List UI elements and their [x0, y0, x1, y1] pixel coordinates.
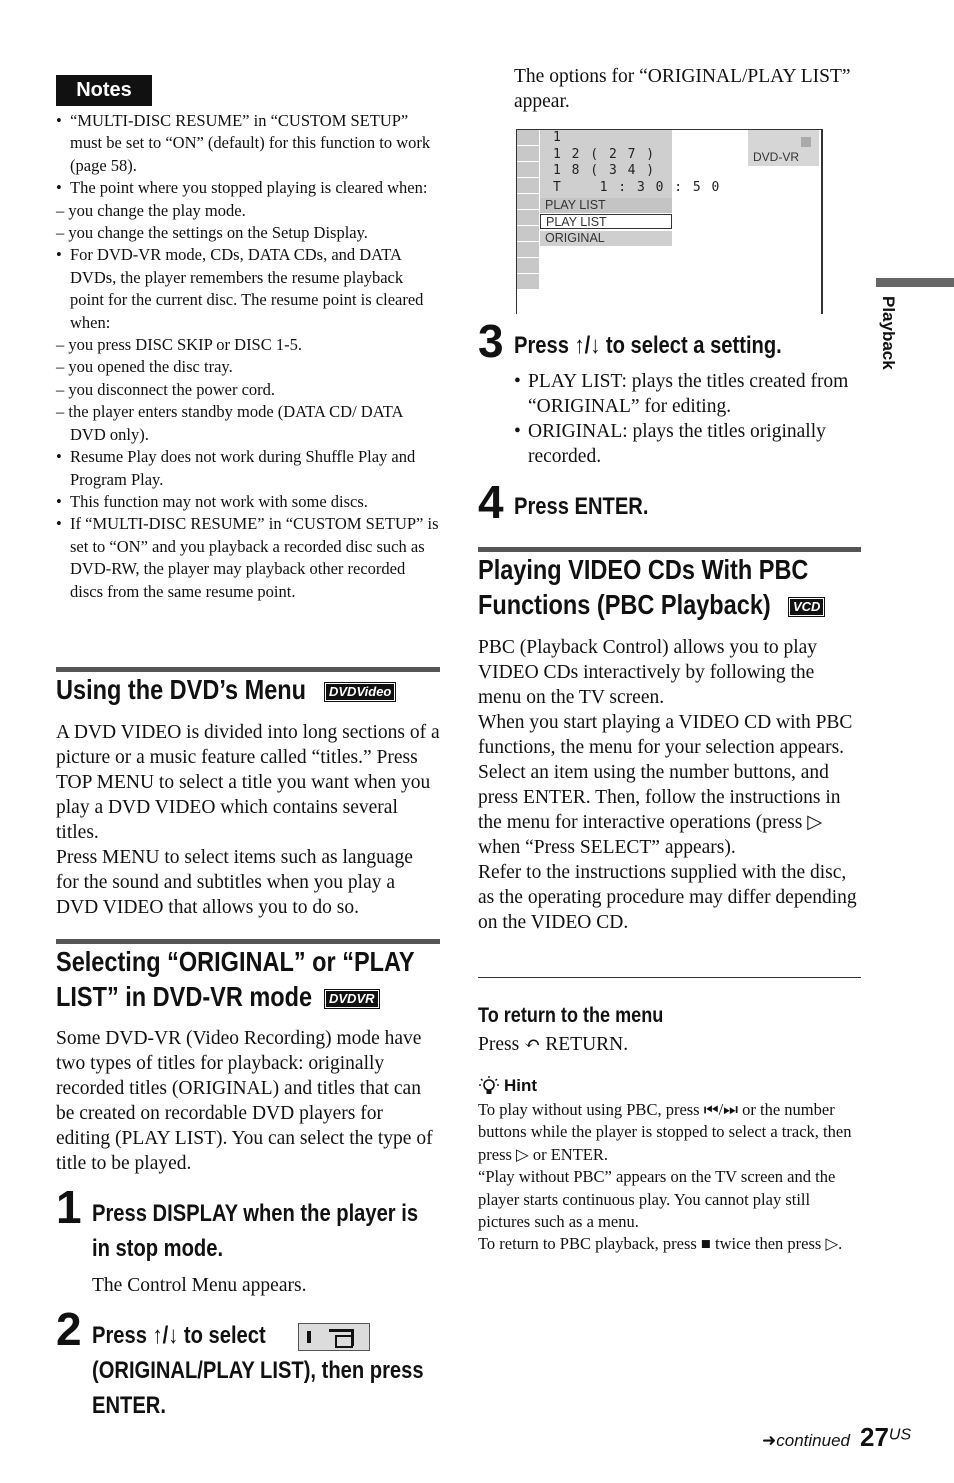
notes-list — [56, 110, 440, 603]
osd-side-block — [517, 146, 539, 162]
heading-text: Using the DVD’s Menu — [56, 674, 307, 705]
arrow-right-icon: ➜ — [762, 1431, 777, 1450]
hint-header — [478, 1075, 537, 1097]
list-item: • PLAY LIST: plays the titles created from “ORIGINAL” for editing. — [514, 369, 860, 419]
side-tab-bar — [876, 278, 954, 287]
original-playlist-intro — [56, 1026, 440, 1176]
original-playlist-icon — [298, 1323, 370, 1351]
osd-mode-label: DVD-VR — [753, 150, 800, 164]
step-1-instruction — [92, 1196, 440, 1266]
osd-line: 1 2 ( 2 7 ) — [553, 146, 656, 162]
stop-icon — [801, 137, 811, 147]
note-item: – you press DISC SKIP or DISC 1-5. — [56, 335, 302, 355]
note-item: – you opened the disc tray. — [56, 357, 233, 377]
step-number: 1 — [56, 1181, 82, 1233]
osd-current-setting: PLAY LIST — [540, 198, 672, 213]
divider — [478, 977, 861, 978]
osd-line: 1 8 ( 3 4 ) — [553, 163, 656, 178]
step-number: 2 — [56, 1303, 82, 1355]
vcd-logo: VCD — [788, 597, 825, 617]
osd-mode-panel — [748, 130, 819, 166]
note-item: • Resume Play does not work during Shuffle Play and Program Play. — [56, 446, 440, 491]
step-line: in stop mode. — [92, 1235, 224, 1262]
paragraph: Refer to the instructions supplied with the disc, as the operating procedure may differ depending on the VIDEO CD. — [478, 862, 857, 933]
paragraph: To return to PBC playback, press ■ twice then press ▷. — [478, 1234, 843, 1254]
section-heading-original-playlist — [56, 944, 440, 1014]
osd-line: T 1 : 3 0 : 5 0 — [553, 179, 721, 195]
paragraph: When you start playing a VIDEO CD with PBC functions, the menu for your selection appears. — [478, 712, 853, 758]
osd-side-block — [517, 242, 539, 258]
osd-info-panel — [540, 130, 721, 198]
notes-badge: Notes — [56, 75, 152, 106]
osd-side-block — [517, 194, 539, 210]
continued-label: continued — [776, 1431, 850, 1450]
hint-body — [478, 1099, 862, 1256]
paragraph: PBC (Playback Control) allows you to play VIDEO CDs interactively by following the menu on the TV screen. — [478, 637, 818, 708]
pbc-body — [478, 635, 862, 935]
osd-line: 1 — [553, 130, 563, 145]
step-line: Press ↑/↓ to select a setting. — [514, 332, 782, 359]
region-suffix: US — [888, 1426, 912, 1444]
page-footer — [762, 1422, 911, 1453]
osd-option-original[interactable]: ORIGINAL — [540, 231, 672, 246]
osd-option-playlist[interactable]: PLAY LIST — [540, 214, 672, 229]
osd-side-block — [517, 210, 539, 226]
hint-label: Hint — [504, 1076, 538, 1095]
list-item: • ORIGINAL: plays the titles originally recorded. — [514, 419, 860, 469]
osd-side-block — [517, 258, 539, 274]
paragraph: A DVD VIDEO is divided into long sections of a picture or a music feature called “titles.” Press TOP MENU to select a title you want when you play a DVD VIDEO which contains several titles. — [56, 722, 440, 843]
step-1-note: The Control Menu appears. — [92, 1275, 307, 1296]
note-item: • “MULTI-DISC RESUME” in “CUSTOM SETUP” must be set to “ON” (default) for this function to work (page 58). — [56, 110, 440, 177]
step-2-instruction — [92, 1318, 452, 1423]
step-line: (ORIGINAL/PLAY LIST), then press — [92, 1357, 424, 1384]
paragraph: To play without using PBC, press ⏮/⏭ or the number buttons while the player is stopped to select a track, then press ▷ or ENTER. — [478, 1100, 852, 1164]
lightbulb-icon — [478, 1075, 500, 1097]
return-heading: To return to the menu — [478, 1004, 664, 1027]
note-item: – you disconnect the power cord. — [56, 379, 276, 399]
heading-line: Playing VIDEO CDs With PBC — [478, 554, 809, 585]
step-number: 4 — [478, 476, 504, 528]
osd-side-block — [517, 130, 539, 146]
step-line: Press DISPLAY when the player is — [92, 1200, 419, 1227]
osd-side-block — [517, 178, 539, 194]
step-4-instruction — [514, 489, 862, 524]
side-tab-label: Playback — [879, 296, 898, 370]
paragraph: Press MENU to select items such as language for the sound and subtitles when you play a DVD VIDEO that allows you to do so. — [56, 847, 413, 918]
options-appear-text: The options for “ORIGINAL/PLAY LIST” appear. — [514, 66, 851, 112]
step-3-instruction — [514, 328, 862, 363]
osd-side-block — [517, 162, 539, 178]
note-item: • If “MULTI-DISC RESUME” in “CUSTOM SETUP” is set to “ON” and you playback a recorded disc such as DVD-RW, the player may playback other recorded discs from the same resume point. — [56, 513, 440, 603]
note-item: – you change the play mode. — [56, 200, 246, 220]
paragraph: Select an item using the number buttons, and press ENTER. Then, follow the instructions in the menu for interactive operations (press ▷ when “Press SELECT” appears). — [478, 762, 841, 858]
control-menu-osd — [516, 129, 823, 314]
section-heading-pbc — [478, 552, 862, 622]
osd-side-block — [517, 226, 539, 242]
return-text: Press ↶ RETURN. — [478, 1034, 629, 1055]
note-item: • This function may not work with some discs. — [56, 491, 440, 513]
heading-line: LIST” in DVD-VR mode — [56, 981, 313, 1012]
dvd-menu-body — [56, 720, 440, 920]
paragraph: “Play without PBC” appears on the TV screen and the player starts continuous play. You cannot play still pictures such as a menu. — [478, 1167, 836, 1232]
step-3-options — [514, 369, 860, 469]
heading-line: Selecting “ORIGINAL” or “PLAY — [56, 946, 415, 977]
section-heading-dvd-menu — [56, 672, 440, 707]
step-line: Press ↑/↓ to select — [92, 1322, 266, 1349]
dvd-video-logo: DVDVideo — [324, 682, 396, 702]
note-item: • For DVD-VR mode, CDs, DATA CDs, and DATA DVDs, the player remembers the resume playback point for the current disc. The resume point is cleared when: — [56, 244, 440, 334]
dvd-vr-logo: DVDVR — [324, 989, 380, 1009]
note-item: – you change the settings on the Setup Display. — [56, 223, 368, 243]
page-number: 27 — [859, 1422, 889, 1452]
paragraph: Some DVD-VR (Video Recording) mode have two types of titles for playback: originally recorded titles (ORIGINAL) and titles that can be created on recordable DVD players for editing (PLAY LIST). You can select the type of title to be played. — [56, 1028, 433, 1174]
step-line: Press ENTER. — [514, 493, 649, 520]
osd-side-block — [517, 274, 539, 290]
step-number: 3 — [478, 315, 504, 367]
note-item: • The point where you stopped playing is cleared when: — [56, 177, 440, 199]
step-line: ENTER. — [92, 1392, 166, 1419]
note-item: – the player enters standby mode (DATA CD/ DATA DVD only). — [56, 402, 403, 444]
heading-line: Functions (PBC Playback) — [478, 589, 771, 620]
